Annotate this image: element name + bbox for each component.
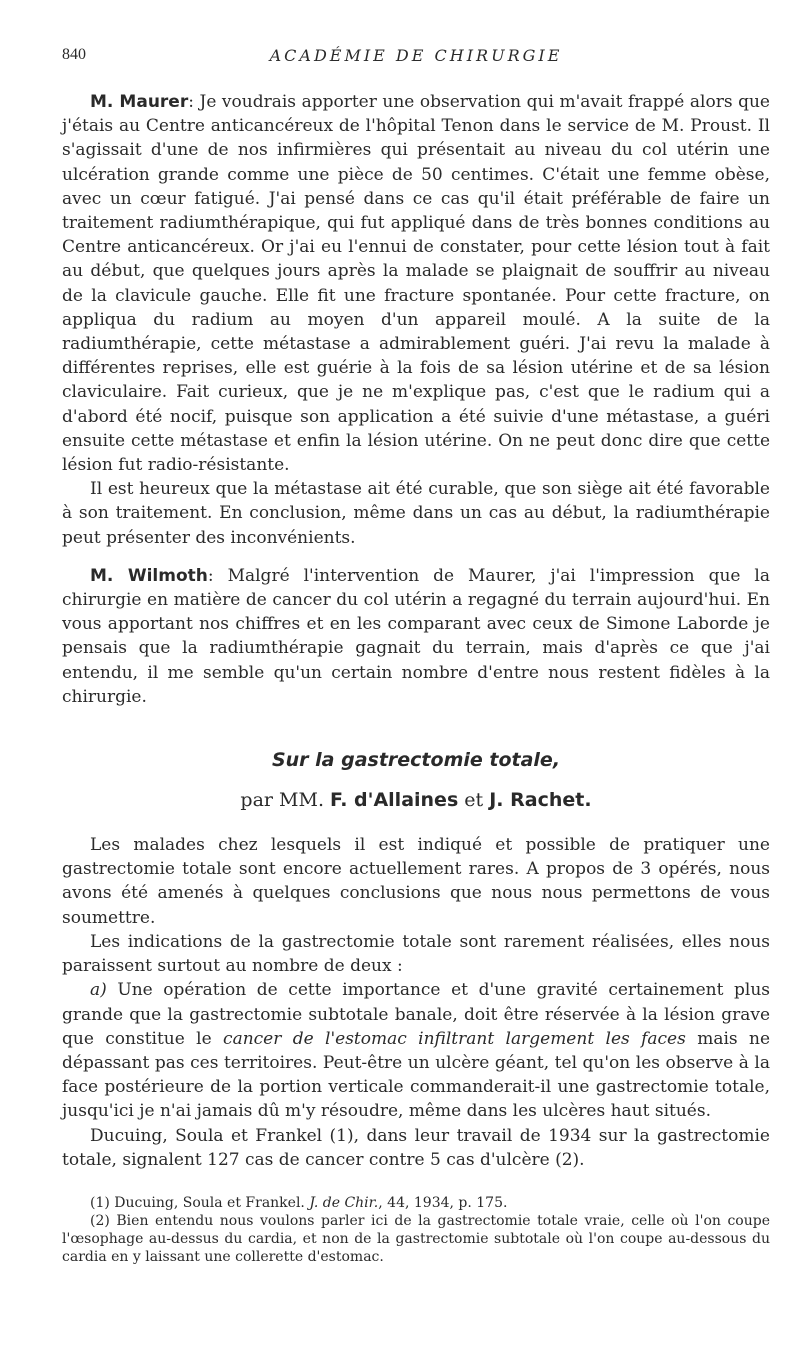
- speaker-name: M. Wilmoth: [90, 565, 208, 586]
- wilmoth-intervention: [62, 564, 770, 709]
- paragraph: [62, 90, 770, 477]
- paragraph-text: Les malades chez lesquels il est indiqué et possible de pratiquer une gastrectomie totale sont encore actuellement rares. A propos de 3 opérés, nous avons été amenés à quelques conclusions que nous nous permettons de vous soumettre.: [62, 835, 770, 928]
- footnote-2: [62, 1212, 770, 1266]
- running-header: [62, 40, 770, 70]
- running-title: ACADÉMIE DE CHIRURGIE: [269, 46, 563, 65]
- page-number: 840: [62, 46, 86, 63]
- maurer-intervention: [62, 90, 770, 550]
- speaker-colon: :: [188, 92, 200, 112]
- paragraph: [62, 833, 770, 930]
- footnotes: [62, 1194, 770, 1266]
- footnote-text: (2) Bien entendu nous voulons parler ici de la gastrectomie totale vraie, celle où l'on coupe l'œsophage au-dessus du cardia, et non de la gastrectomie subtotale où l'on coupe au-dessous du cardia en y laissant une collerette d'estomac.: [62, 1212, 770, 1265]
- author-name: F. d'Allaines: [330, 789, 459, 812]
- paragraph: [62, 1124, 770, 1172]
- authors-prefix: par MM.: [240, 789, 331, 812]
- paragraph: [62, 564, 770, 709]
- list-marker: a): [90, 980, 107, 1001]
- speaker-name: M. Maurer: [90, 92, 189, 112]
- paragraph: [62, 477, 770, 550]
- paragraph: [62, 978, 770, 1123]
- speaker-colon: :: [207, 565, 228, 586]
- paragraph-text: Je voudrais apporter une observation qui m'avait frappé alors que j'étais au Centre anticancéreux de l'hôpital Tenon dans le service de M. Proust. Il s'agissait d'une de nos infirmières qui présentait au niveau du col utérin une ulcération grande comme une pièce de 50 centimes. C'était une femme obèse, avec un cœur fatigué. J'ai pensé dans ce cas qu'il était préférable de faire un traitement radiumthérapique, qui fut appliqué dans de très bonnes conditions au Centre anticancéreux. Or j'ai eu l'ennui de constater, pour cette lésion tout à fait au début, que quelques jours après la malade se plaignait de souffrir au niveau de la clavicule gauche. Elle fit une fracture spontanée. Pour cette fracture, on appliqua du radium au moyen d'un appareil moulé. A la suite de la radiumthérapie, cette métastase a admirablement guéri. J'ai revu la malade à différentes reprises, elle est guérie à la fois de sa lésion utérine et de sa lésion claviculaire. Fait curieux, que je ne m'explique pas, c'est que le radium qui a d'abord été nocif, puisque son application a été suivie d'une métastase, a guéri ensuite cette métastase et enfin la lésion utérine. On ne peut donc dire que cette lésion fut radio-résistante.: [62, 92, 770, 476]
- paragraph-text: Une opération de cette importance et d'une gravité certainement plus grande que la gastrectomie subtotale banale, doit être réservée à la lésion grave que constitue le: [62, 980, 770, 1049]
- paragraph: [62, 930, 770, 978]
- paragraph-text: Malgré l'intervention de Maurer, j'ai l'impression que la chirurgie en matière de cancer du col utérin a regagné du terrain aujourd'hui. En vous apportant nos chiffres et en les comparant avec ceux de Simone Laborde je pensais que la radiumthérapie gagnait du terrain, mais d'après ce que j'ai entendu, il me semble qu'un certain nombre d'entre nous restent fidèles à la chirurgie.: [62, 565, 770, 707]
- journal-title: J. de Chir.: [309, 1194, 379, 1211]
- author-name: J. Rachet.: [489, 789, 592, 812]
- book-page: [62, 40, 770, 1266]
- paragraph-text: Ducuing, Soula et Frankel (1), dans leur travail de 1934 sur la gastrectomie totale, signalent 127 cas de cancer contre 5 cas d'ulcère (2).: [62, 1125, 770, 1170]
- article-authors: [62, 787, 770, 813]
- authors-conjunction: et: [458, 789, 490, 812]
- footnote-text: , 44, 1934, p. 175.: [378, 1194, 508, 1211]
- paragraph-text: Les indications de la gastrectomie totale sont rarement réalisées, elles nous paraissent surtout au nombre de deux :: [62, 931, 770, 977]
- article-body: [62, 833, 770, 1172]
- article-title: Sur la gastrectomie totale,: [271, 749, 561, 772]
- footnote-text: (1) Ducuing, Soula et Frankel.: [90, 1194, 310, 1211]
- footnote-1: [62, 1194, 770, 1212]
- emphasized-text: cancer de l'estomac infiltrant largement les faces: [223, 1028, 686, 1049]
- paragraph-text: Il est heureux que la métastase ait été curable, que son siège ait été favorable à son traitement. En conclusion, même dans un cas au début, la radiumthérapie peut présenter des inconvénients.: [62, 479, 770, 548]
- paragraph-text: mais ne dépassant pas ces territoires. Peut-être un ulcère géant, tel qu'on les observe à la face postérieure de la portion verticale commanderait-il une gastrectomie totale, jusqu'ici je n'ai jamais dû m'y résoudre, même dans les ulcères haut situés.: [62, 1028, 771, 1122]
